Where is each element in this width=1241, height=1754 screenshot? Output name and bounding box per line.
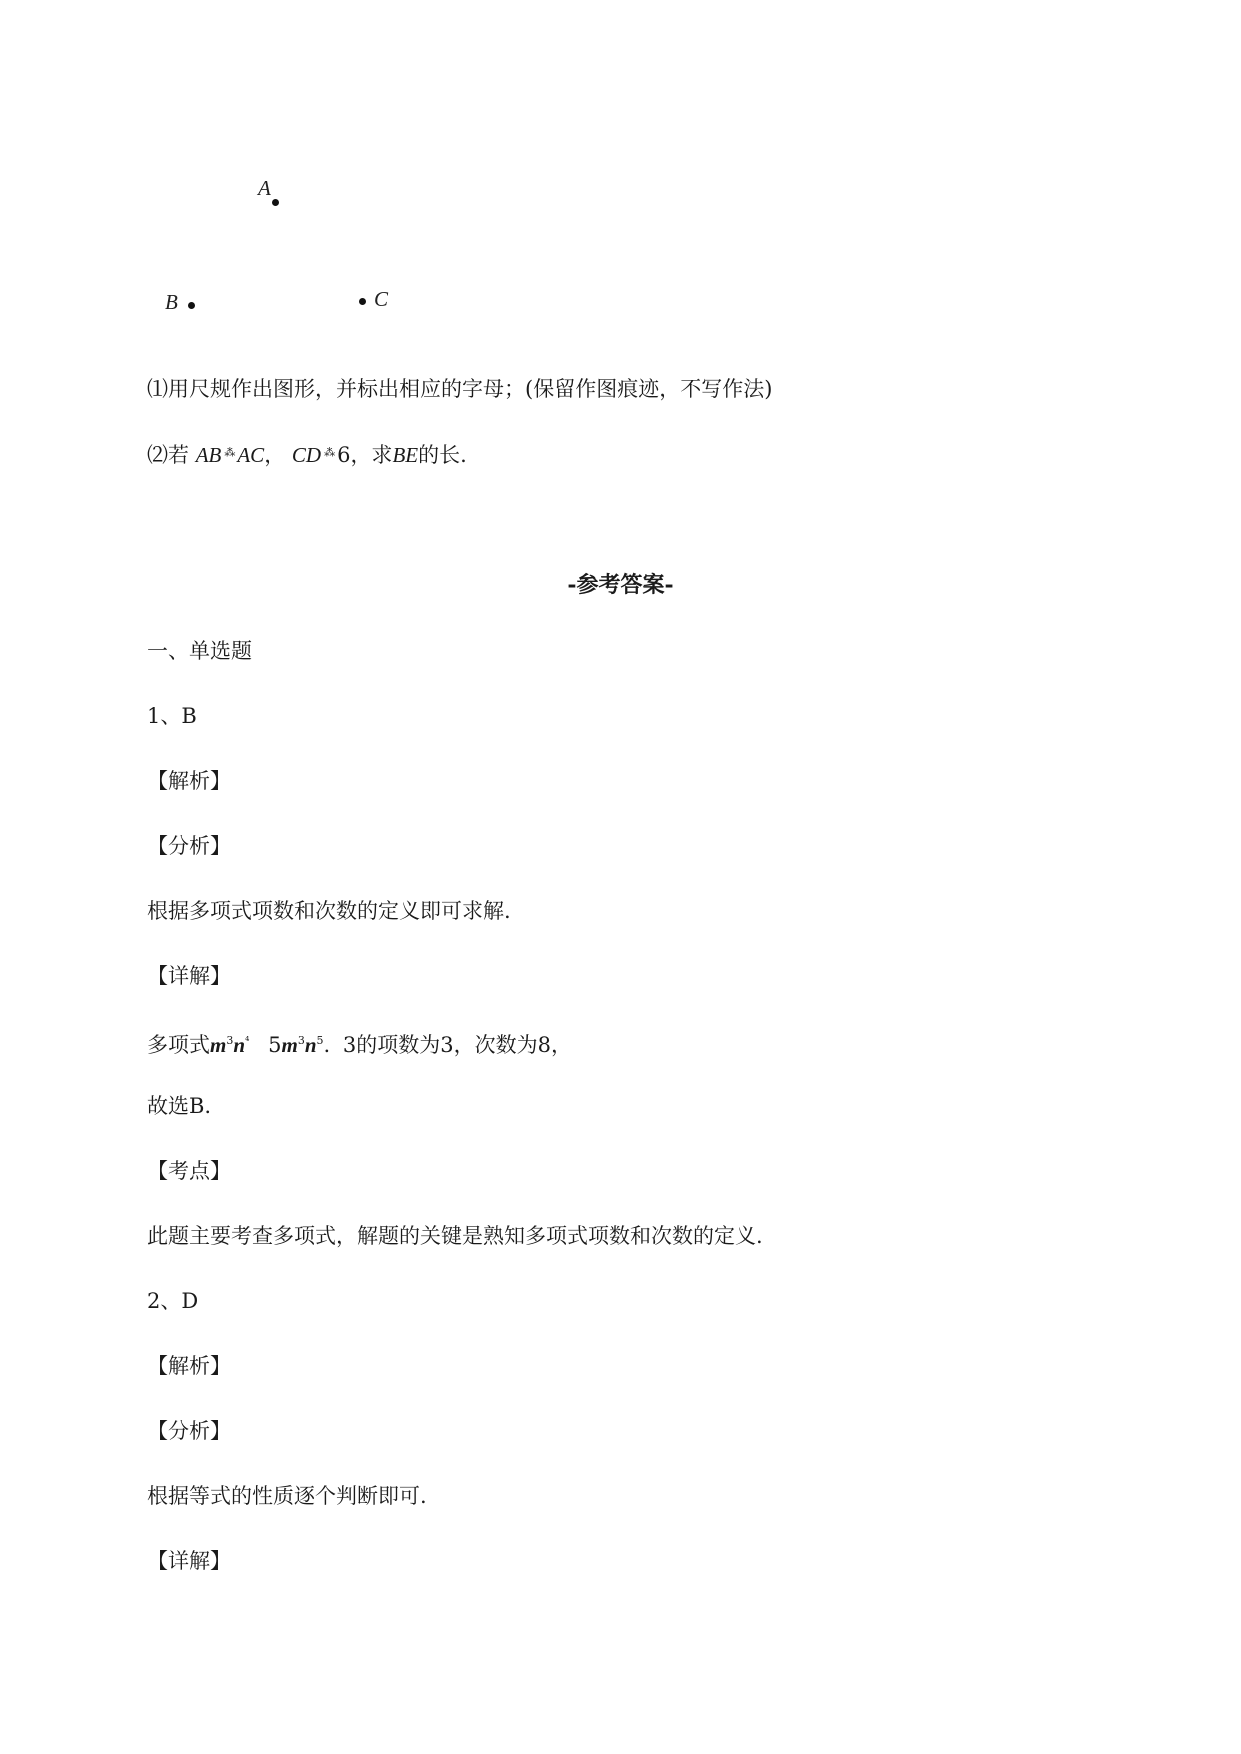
fenxi-text-1: 根据多项式项数和次数的定义即可求解.: [147, 899, 511, 923]
kaodian-label-1: 【考点】: [147, 1159, 231, 1183]
geometry-figure: [0, 0, 1241, 340]
question-part-1: ⑴用尺规作出图形，并标出相应的字母；(保留作图痕迹，不写作法): [147, 377, 773, 401]
point-b-label: B: [165, 290, 178, 314]
fenxi-label-1: 【分析】: [147, 834, 231, 858]
point-a-label: A: [258, 176, 271, 200]
point-a-dot: [272, 199, 279, 206]
kaodian-text-1: 此题主要考查多项式，解题的关键是熟知多项式项数和次数的定义.: [147, 1224, 763, 1248]
question-part-2: ⑵若 AB ⁂ AC， CD ⁂ 6，求BE的长.: [147, 443, 467, 467]
jiexi-label-2: 【解析】: [147, 1354, 231, 1378]
point-c-dot: [359, 298, 366, 305]
question-1-answer: 1、B: [147, 704, 197, 728]
question-2-answer: 2、D: [147, 1289, 199, 1313]
fenxi-text-2: 根据等式的性质逐个判断即可.: [147, 1484, 427, 1508]
section-title: 一、单选题: [147, 639, 252, 663]
polynomial-line: 多项式$m^3n^{^4}$ $5m^3n^5$. 3的项数为3，次数为8，: [147, 1033, 573, 1057]
jiexi-label-1: 【解析】: [147, 769, 231, 793]
guxuan-1: 故选B.: [147, 1094, 212, 1118]
answer-heading: -参考答案-: [567, 572, 674, 598]
point-c-label: C: [374, 287, 389, 311]
point-b-dot: [188, 302, 195, 309]
xiangjie-label-2: 【详解】: [147, 1549, 231, 1573]
fenxi-label-2: 【分析】: [147, 1419, 231, 1443]
xiangjie-label-1: 【详解】: [147, 964, 231, 988]
